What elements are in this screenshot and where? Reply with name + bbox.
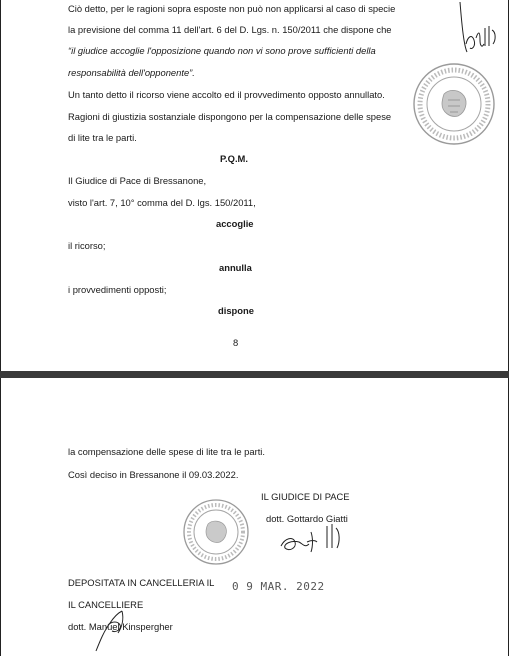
deposit-label: DEPOSITATA IN CANCELLERIA IL	[68, 577, 215, 588]
quoted-law-line: responsabilità dell'opponente”.	[68, 67, 195, 78]
page-border-left	[0, 0, 1, 371]
clerk-signature-icon	[88, 603, 136, 653]
dispone-heading: dispone	[218, 305, 254, 316]
annulla-heading: annulla	[219, 262, 252, 273]
paragraph-line: Un tanto detto il ricorso viene accolto ed il provvedimento opposto annullato.	[68, 89, 385, 100]
paragraph-line: Ragioni di giustizia sostanziale dispongono per la compensazione delle spese	[68, 111, 392, 122]
deciso-line: Così deciso in Bressanone il 09.03.2022.	[68, 469, 239, 480]
pqm-heading: P.Q.M.	[220, 153, 248, 164]
court-line: Il Giudice di Pace di Bressanone,	[68, 175, 207, 186]
court-seal-icon	[180, 496, 252, 568]
document-page-9	[0, 378, 509, 656]
clerk-title: IL CANCELLIERE	[68, 599, 144, 610]
page-number: 8	[233, 337, 239, 348]
judge-signature-icon	[275, 518, 350, 558]
judge-signature-icon	[452, 0, 504, 62]
page-separator	[0, 371, 509, 378]
quoted-law-line: “il giudice accoglie l'opposizione quando non vi sono prove sufficienti della	[68, 45, 376, 56]
paragraph-line: di lite tra le parti.	[68, 132, 137, 143]
deposit-date-stamp: 0 9 MAR. 2022	[232, 580, 325, 593]
ricorso-line: il ricorso;	[68, 240, 106, 251]
provvedimenti-line: i provvedimenti opposti;	[68, 284, 167, 295]
paragraph-line: Ciò detto, per le ragioni sopra esposte non può non applicarsi al caso di specie	[68, 3, 396, 14]
compensazione-line: la compensazione delle spese di lite tra le parti.	[68, 446, 265, 457]
page-border-left	[0, 378, 1, 656]
judge-name: dott. Gottardo Giatti	[266, 513, 348, 524]
paragraph-line: la previsione del comma 11 dell'art. 6 del D. Lgs. n. 150/2011 che dispone che	[68, 24, 392, 35]
visto-line: visto l'art. 7, 10° comma del D. lgs. 150/2011,	[68, 197, 256, 208]
accoglie-heading: accoglie	[216, 218, 254, 229]
clerk-name: dott. Manuel Kinspergher	[68, 621, 173, 632]
judge-title: IL GIUDICE DI PACE	[261, 491, 350, 502]
court-seal-icon	[410, 60, 498, 148]
